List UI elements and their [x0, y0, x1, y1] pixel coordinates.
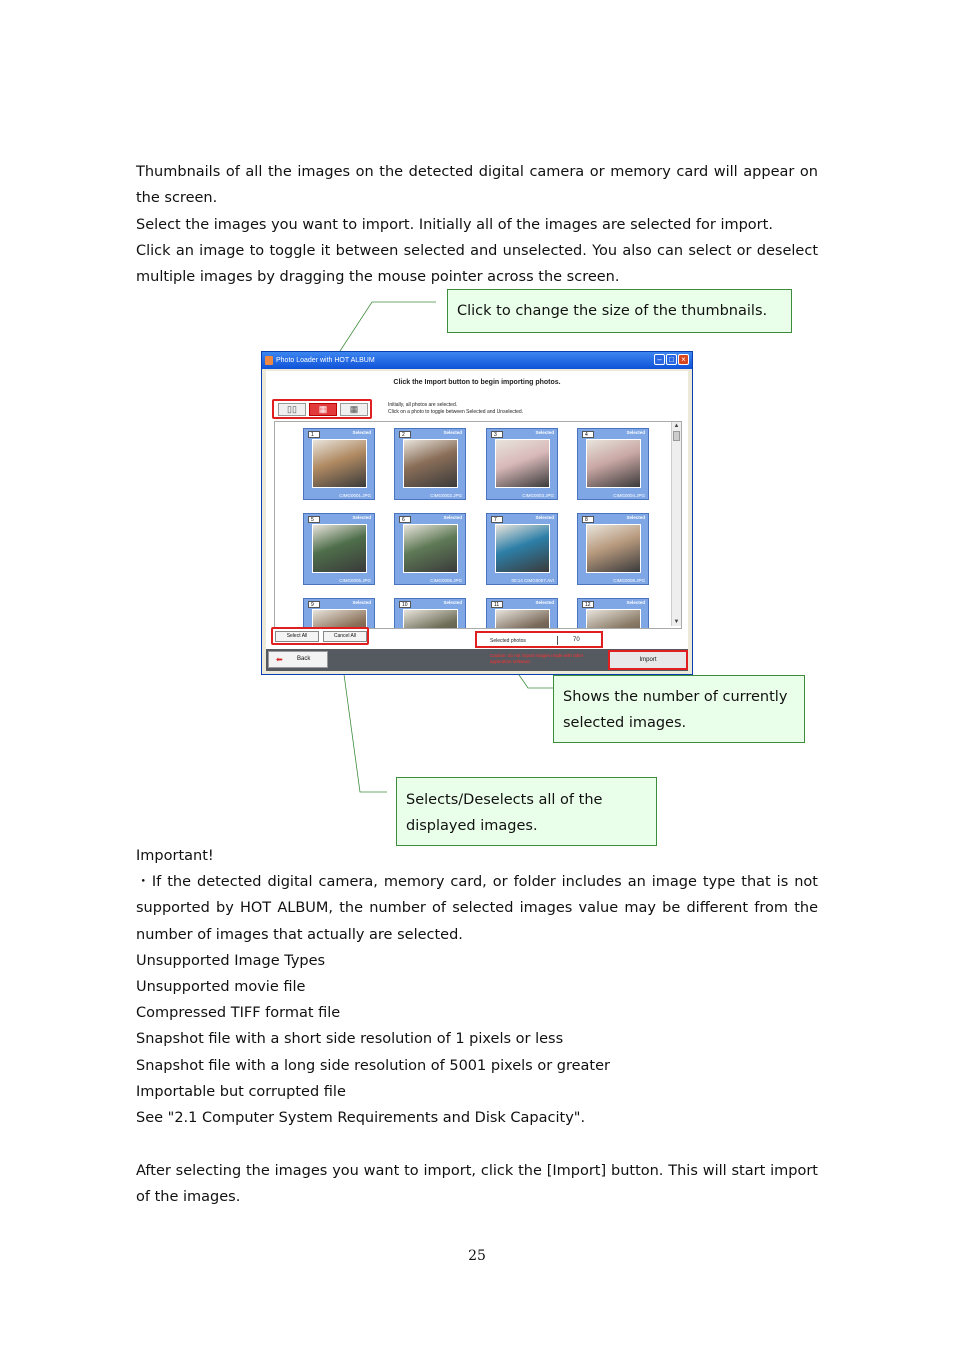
close-icon[interactable]: ×	[678, 354, 689, 365]
unsupported-item: Unsupported movie file	[136, 979, 306, 995]
thumbnail-photo	[586, 524, 641, 573]
large-thumbnails-button[interactable]: ▯▯	[278, 403, 306, 416]
selected-badge: Selected	[535, 515, 554, 520]
selected-photos-label: Selected photos	[490, 638, 526, 644]
see-reference: See "2.1 Computer System Requirements and Disk Capacity".	[136, 1110, 586, 1126]
thumbnail-item[interactable]	[486, 513, 558, 585]
callout-select-all: Selects/Deselects all of the displayed images.	[396, 777, 657, 846]
select-all-button[interactable]: Select All	[275, 631, 319, 642]
intro-paragraph-1: Thumbnails of all the images on the detected digital camera or memory card will appear on the screen.	[136, 164, 818, 207]
thumbnail-item[interactable]	[394, 428, 466, 500]
thumbnail-number: 8	[582, 516, 594, 523]
scroll-up-icon[interactable]: ▲	[673, 423, 680, 429]
minimize-icon[interactable]: –	[654, 354, 665, 365]
thumbnail-photo	[312, 524, 367, 573]
closing-paragraph: After selecting the images you want to import, click the [Import] button. This will start import of the images.	[136, 1163, 818, 1206]
thumbnail-filename: CIMG0002.JPG	[430, 493, 462, 498]
scroll-thumb[interactable]	[673, 431, 680, 441]
selected-badge: Selected	[443, 600, 462, 605]
selected-badge: Selected	[626, 430, 645, 435]
import-button[interactable]: Import	[608, 650, 688, 670]
thumbnail-photo	[495, 439, 550, 488]
thumbnail-number: 1	[308, 431, 320, 438]
selected-badge: Selected	[352, 515, 371, 520]
unsupported-item: Snapshot file with a short side resolution of 1 pixels or less	[136, 1031, 564, 1047]
small-thumbnails-button[interactable]: ▦	[340, 403, 368, 416]
thumbnail-item[interactable]	[303, 513, 375, 585]
thumbnail-number: 9	[308, 601, 320, 608]
back-label: Back	[297, 656, 311, 662]
thumbnail-filename: CIMG0005.JPG	[339, 578, 371, 583]
thumbnail-number: 10	[399, 601, 411, 608]
selection-info-line-2: Click on a photo to toggle between Selected and Unselected.	[388, 409, 524, 415]
unsupported-types-title: Unsupported Image Types	[136, 953, 326, 969]
thumbnail-filename: CIMG0008.JPG	[613, 578, 645, 583]
thumbnail-number: 11	[491, 601, 503, 608]
thumbnail-photo	[403, 609, 458, 629]
thumbnail-item[interactable]	[577, 428, 649, 500]
thumbnail-filename: 00:14 CIMG0007.AVI	[511, 578, 554, 583]
maximize-icon[interactable]: □	[666, 354, 677, 365]
thumbnail-photo	[495, 609, 550, 629]
unsupported-item: Compressed TIFF format file	[136, 1005, 341, 1021]
thumbnail-item[interactable]	[486, 428, 558, 500]
thumbnail-filename: CIMG0001.JPG	[339, 493, 371, 498]
thumbnail-item[interactable]	[486, 598, 558, 629]
selected-badge: Selected	[535, 430, 554, 435]
thumbnail-photo	[586, 609, 641, 629]
app-icon	[265, 356, 273, 365]
unsupported-item: Importable but corrupted file	[136, 1084, 346, 1100]
thumbnail-number: 5	[308, 516, 320, 523]
thumbnail-photo	[312, 439, 367, 488]
photo-loader-window	[261, 351, 693, 675]
thumbnail-item[interactable]	[394, 598, 466, 629]
page-number: 25	[468, 1248, 486, 1264]
selected-badge: Selected	[626, 515, 645, 520]
window-client	[266, 371, 688, 671]
thumbnail-number: 12	[582, 601, 594, 608]
thumbnail-item[interactable]	[303, 428, 375, 500]
thumbnail-photo	[495, 524, 550, 573]
medium-thumbnails-button[interactable]: ▦	[309, 403, 337, 416]
unsupported-item: Snapshot file with a long side resolution of 5001 pixels or greater	[136, 1058, 611, 1074]
selected-badge: Selected	[626, 600, 645, 605]
selected-photos-count: 70	[557, 636, 602, 645]
thumbnail-number: 3	[491, 431, 503, 438]
cancel-all-button[interactable]: Cancel All	[323, 631, 367, 642]
bottom-bar	[266, 649, 688, 671]
thumbnail-item[interactable]	[303, 598, 375, 629]
thumbnail-item[interactable]	[577, 513, 649, 585]
back-arrow-icon: ⬅	[276, 655, 283, 664]
thumbnail-item[interactable]	[394, 513, 466, 585]
scroll-down-icon[interactable]: ▼	[673, 619, 680, 625]
thumbnail-number: 7	[491, 516, 503, 523]
window-title: Photo Loader with HOT ALBUM	[276, 357, 375, 364]
window-titlebar	[262, 352, 692, 369]
selection-info-line-1: Initially, all photos are selected.	[388, 402, 458, 408]
back-button[interactable]	[268, 651, 328, 668]
callout-thumbnail-size: Click to change the size of the thumbnails.	[447, 289, 792, 333]
selected-badge: Selected	[443, 430, 462, 435]
selected-badge: Selected	[352, 600, 371, 605]
thumbnail-grid	[274, 421, 682, 629]
callout-selected-count: Shows the number of currently selected images.	[553, 675, 805, 743]
thumbnail-number: 6	[399, 516, 411, 523]
import-warning: Caution: do not import images made with other application software.	[490, 653, 584, 664]
thumbnail-photo	[403, 439, 458, 488]
selected-count-box	[475, 631, 603, 648]
select-all-group	[271, 627, 369, 645]
thumbnail-filename: CIMG0003.JPG	[522, 493, 554, 498]
thumbnail-filename: CIMG0004.JPG	[613, 493, 645, 498]
selected-badge: Selected	[443, 515, 462, 520]
thumbnail-size-toggle	[272, 399, 372, 419]
import-instruction: Click the Import button to begin importing photos.	[393, 379, 561, 386]
thumbnail-filename: CIMG0006.JPG	[430, 578, 462, 583]
thumbnail-item[interactable]	[577, 598, 649, 629]
important-note: ・If the detected digital camera, memory card, or folder includes an image type that is not supported by HOT ALBUM, the number of selected images value may be different from the number of images that actually are selected.	[136, 874, 818, 943]
important-heading: Important!	[136, 848, 214, 864]
intro-paragraph-2: Select the images you want to import. Initially all of the images are selected for import.	[136, 217, 773, 233]
selected-badge: Selected	[535, 600, 554, 605]
thumbnail-number: 4	[582, 431, 594, 438]
intro-paragraph-3: Click an image to toggle it between selected and unselected. You also can select or deselect multiple images by dragging the mouse pointer across the screen.	[136, 243, 818, 286]
thumbnail-photo	[586, 439, 641, 488]
thumbnail-number: 2	[399, 431, 411, 438]
thumbnail-photo	[403, 524, 458, 573]
grid-scrollbar[interactable]	[671, 422, 681, 626]
selected-badge: Selected	[352, 430, 371, 435]
thumbnail-photo	[312, 609, 367, 629]
